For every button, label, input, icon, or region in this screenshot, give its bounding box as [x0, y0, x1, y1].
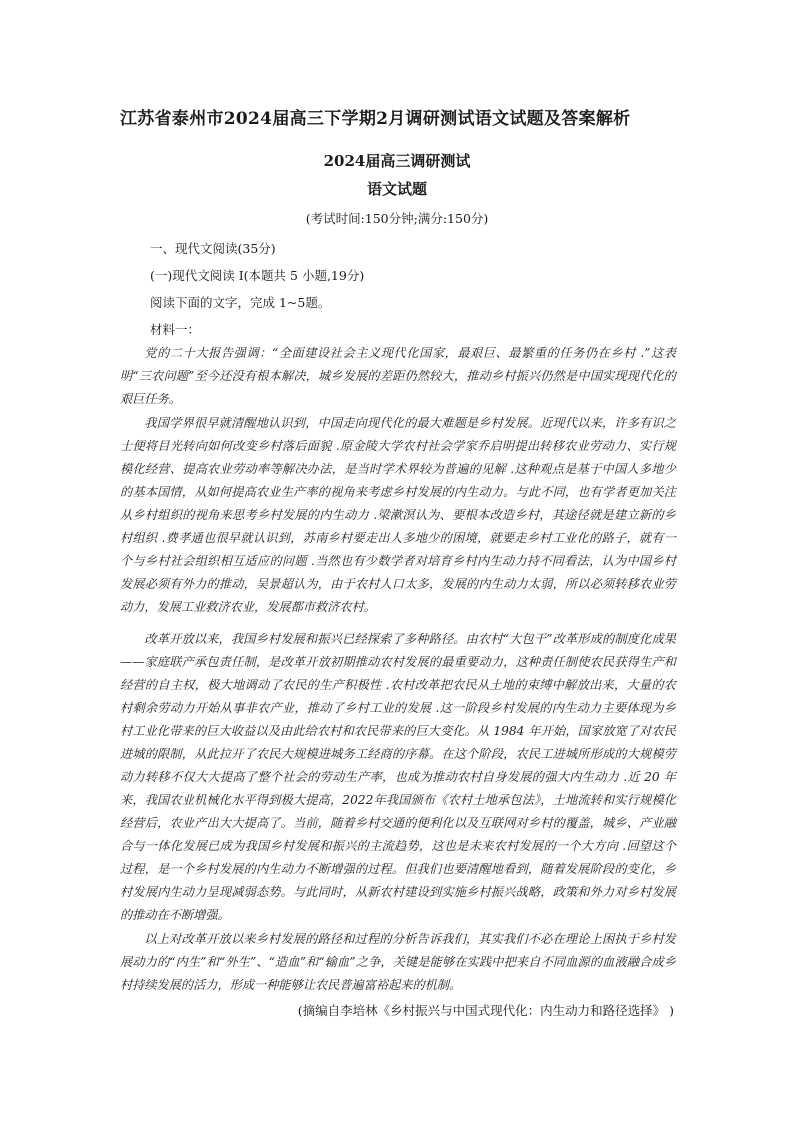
section-subheading: (一)现代文阅读 I(本题共 5 小题,19分): [150, 268, 365, 283]
exam-subject: 语文试题: [366, 180, 427, 198]
material-label: 材料一：: [150, 322, 201, 337]
source-citation: (摘编自李培林《乡村振兴与中国式现代化：内生动力和路径选择》 ): [297, 1003, 674, 1018]
paragraph-1: 党的二十大报告强调：“全面建设社会主义现代化国家，最艰巨、最繁重的任务仍在乡村 .”这表明“三农问题”至今还没有根本解决，城乡发展的差距仍然较大，推动乡村振兴仍然是中国实现现代化的艰巨任务。: [120, 346, 676, 406]
exam-title: 2024届高三调研测试: [323, 152, 471, 170]
paragraph-3: 改革开放以来，我国乡村发展和振兴已经探索了多种路径。由农村“大包干”改革形成的制度化成果——家庭联产承包责任制，是改革开放初期推动农村发展的最重要动力，这种责任制使农民获得生产和经营的自主权，极大地调动了农民的生产积极性 .农村改革把农民从土地的束缚中解放出来，大量的农村剩余劳动力开始从事非农产业，推动了乡村工业的发展 .这一阶段乡村发展的内生动力主要体现为乡村工业化带来的巨大收益以及由此给农村和农民带来的巨大变化。从 1984 年开始，国家放宽了对农民进城的限制，从此拉开了农民大规模进城务工经商的序幕。在这个阶段，农民工进城所形成的大规模劳动力转移不仅大大提高了整个社会的劳动生产率，也成为推动农村自身发展的强大内生动力 .近 20 年来，我国农业机械化水平得到极大提高，2022年我国颁布《农村土地承包法》，土地流转和实行规模化经营后，农业产出大大提高了。当前，随着乡村交通的便利化以及互联网对乡村的覆盖，城乡、产业融合与一体化发展已成为我国乡村发展和振兴的主流趋势，这也是未来农村发展的一个大方向 .回望这个过程，是一个乡村发展的内生动力不断增强的过程。但我们也要清醒地看到，随着发展阶段的变化，乡村发展内生动力呈现减弱态势。与此同时，从新农村建设到实施乡村振兴战略，政策和外力对乡村发展的推动在不断增强。: [120, 632, 676, 922]
paragraph-4: 以上对改革开放以来乡村发展的路径和过程的分析告诉我们，其实我们不必在理论上困执于乡村发展动力的“内生”和“外生”、“造血”和“输血”之争，关键是能够在实践中把来自不同血源的血液融合成乡村持续发展的活力，形成一种能够让农民普遍富裕起来的机制。: [120, 932, 676, 992]
document-title: 江苏省泰州市2024届高三下学期2月调研测试语文试题及答案解析: [120, 109, 631, 129]
section-instruction: 阅读下面的文字，完成 1~5题。: [150, 295, 331, 310]
exam-meta: (考试时间:150分钟;满分:150分): [305, 211, 489, 226]
paragraph-2: 我国学界很早就清醒地认识到，中国走向现代化的最大难题是乡村发展。近现代以来，许多有识之士便将目光转向如何改变乡村落后面貌 .原金陵大学农村社会学家乔启明提出转移农业劳动力、实行规模化经营、提高农业劳动率等解决办法，是当时学术界较为普遍的见解 .这种观点是基于中国人多地少的基本国情，从如何提高农业生产率的视角来考虑乡村发展的内生动力。与此不同，也有学者更加关注从乡村组织的视角来思考乡村发展的内生动力 .梁漱溟认为、要根本改造乡村，其途径就是建立新的乡村组织 .费孝通也很早就认识到，苏南乡村要走出人多地少的困境，就要走乡村工业化的路子，就有一个与乡村社会组织相互适应的问题 .当然也有少数学者对培育乡村内生动力持不同看法，认为中国乡村发展必须有外力的推动，吴景超认为，由于农村人口太多，发展的内生动力太弱，所以必须转移农业劳动力，发展工业救济农业，发展都市救济农村。: [120, 416, 676, 614]
section-heading: 一、现代文阅读(35分): [150, 241, 276, 256]
